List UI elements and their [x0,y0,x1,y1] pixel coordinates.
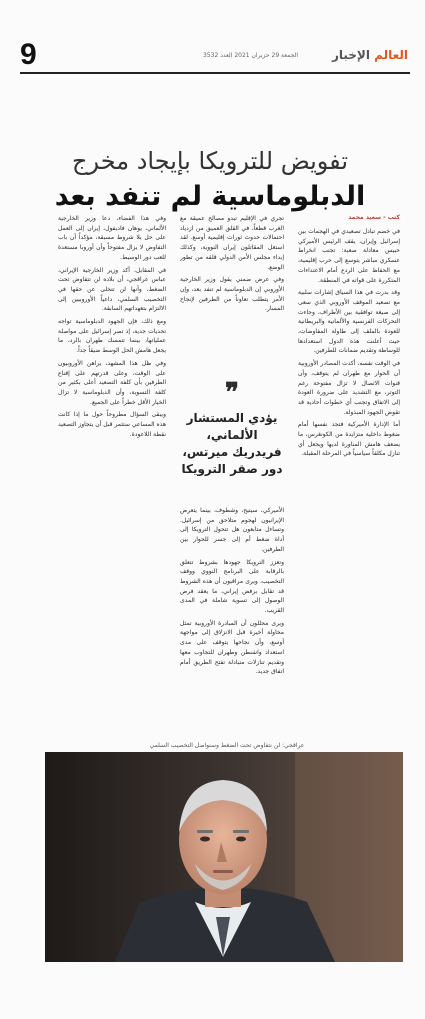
paragraph: وفي عرض ضمني يقول وزير الخارجية الأوروبي إن الدبلوماسية لم تنفد بعد، وإن الأمر يتطلب تعاوناً من الطرفين لإنجاح المسار. [180,276,284,313]
page-number: 9 [20,38,37,71]
paragraph: وقد بدرت في هذا السياق إشارات سلبية مع تصعيد الموقف الأوروبي الذي سعى إلى صيغة توافقية بين الأطراف، وجاءت التحركات الفرنسية والألمانية والبريطانية للعودة بالملف إلى طاولة المفاوضات، حيث أعلنت هذه الدول استعدادها للوساطة وتقديم ضمانات للطرفين. [298,289,400,355]
pull-quote [180,378,284,498]
paragraph: ومع ذلك، فإن الجهود الدبلوماسية تواجه تحديات جدية، إذ تصر إسرائيل على مواصلة عملياتها، بينما تتمسك طهران بالرد، ما يجعل هامش الحل الوسط ضيقاً جداً. [58,318,166,355]
headline-title: الدبلوماسية لم تنفد بعد [54,181,366,212]
section-sub: الإخبار [331,48,370,62]
article-headline [40,145,380,215]
article-body [58,214,400,739]
paragraph: ويبقى السؤال مطروحاً حول ما إذا كانت هذه المساعي ستثمر قبل أن يتجاوز التصعيد نقطة اللاعودة. [58,411,166,438]
column-middle [180,214,284,739]
column-middle-bottom [180,506,284,739]
paragraph: وفي ظل هذا المشهد، يراهن الأوروبيون على الوقت، وعلى قدرتهم على إقناع الطرفين بأن كلفة التصعيد أعلى بكثير من كلفة التسوية، وأن الدبلوماسية لا تزال الخيار الأقل خطراً على الجميع. [58,359,166,406]
column-middle-top [180,214,284,374]
portrait-photo [45,752,403,962]
column-right [298,214,400,739]
paragraph: في المقابل، أكد وزير الخارجية الإيراني، عباس عراقجي، أن بلاده لن تتفاوض تحت الضغط، وأنها لن تتخلى عن حقها في التخصيب السلمي، داعياً الأوروبيين إلى الالتزام بتعهداتهم السابقة. [58,266,166,313]
paragraph: ويرى محللون أن المبادرة الأوروبية تمثل محاولة أخيرة قبل الانزلاق إلى مواجهة أوسع، وأن نجاحها يتوقف على مدى استعداد واشنطن وطهران للتجاوب معها وتقديم تنازلات متبادلة تفتح الطريق أمام اتفاق جديد. [180,619,284,676]
paragraph: في خضم تبادل تصعيدي في الهجمات بين إسرائيل وإيران، يقف الرئيس الأميركي حبيس معادلة صعبة: تجنب انخراط عسكري مباشر يتوسع إلى حرب إقليمية، مع الحفاظ على الردع أمام الاعتداءات المتكررة على قواته في المنطقة. [298,228,400,284]
paragraph: وتعزز الترويكا جهودها بشروط تتعلق بالرقابة على البرنامج النووي ووقف التخصيب، ويرى مراقبون أن هذه الشروط قد تقابل برفض إيراني، ما يعقد فرص الوصول إلى تسوية شاملة في المدى القريب. [180,558,284,615]
headline-kicker: تفويض للترويكا بإيجاد مخرج [71,147,348,175]
quote-mark-icon: ❞ [225,378,239,408]
section-label [332,48,408,62]
paragraph: تجري في الإقليم تبدو مصالح عميقة مع الغرب قطعاً، في القلق العميق من ازدياد احتمالات حدوث ثورات إقليمية أوسع. لقد استغل المقاتلون إيران النووية، وكذلك إبداء مجلس الأمن الدولي قلقه من تطور الوضع. [180,215,284,271]
photo-caption: عراقجي: لن نتفاوض تحت الضغط وسنواصل التخصيب السلمي [149,742,305,749]
article-photo [45,752,403,962]
paragraph: وفي هذا الفضاء، دعا وزير الخارجية الألماني، يوهان فاديفول، إيران إلى العمل على حل بلا شروط مسبقة، مؤكداً أن باب التفاوض لا يزال مفتوحاً وأن أوروبا مستعدة للعب دور الوسيط. [58,215,166,261]
section-main: العالم [374,48,408,62]
paragraph: الأميركي، سيتيح، وشطوف، بينما يتعرض الإيرانيون لهجوم متلاحق من إسرائيل. وتساءل متابعون هل تتحول الترويكا إلى أداة ضغط أم إلى جسر للحوار بين الطرفين. [180,507,284,553]
column-left [58,214,166,739]
page-header [20,38,410,74]
paragraph: في الوقت نفسه، أكدت المصادر الأوروبية أن الحوار مع طهران لم يتوقف، وأن قنوات الاتصال لا تزال مفتوحة رغم التوتر، مع التشديد على ضرورة العودة إلى الاتفاق وتجنب أي خطوات أحادية قد تقوض الجهود المبذولة. [298,360,400,416]
paragraph: أما الإدارة الأميركية فتجد نفسها أمام ضغوط داخلية متزايدة من الكونغرس، ما يضعف هامش المناورة لديها ويجعل أي تنازل مكلفاً سياسياً في المرحلة المقبلة. [298,421,400,458]
issue-line: الجمعة 29 حزيران 2021 العدد 3532 [203,52,298,59]
pull-quote-text: يؤدي المستشار الألماني، فريدريك ميرتس، دور صقر الترويكا [181,411,283,476]
byline: كتب - سعيد محمد [348,214,400,221]
